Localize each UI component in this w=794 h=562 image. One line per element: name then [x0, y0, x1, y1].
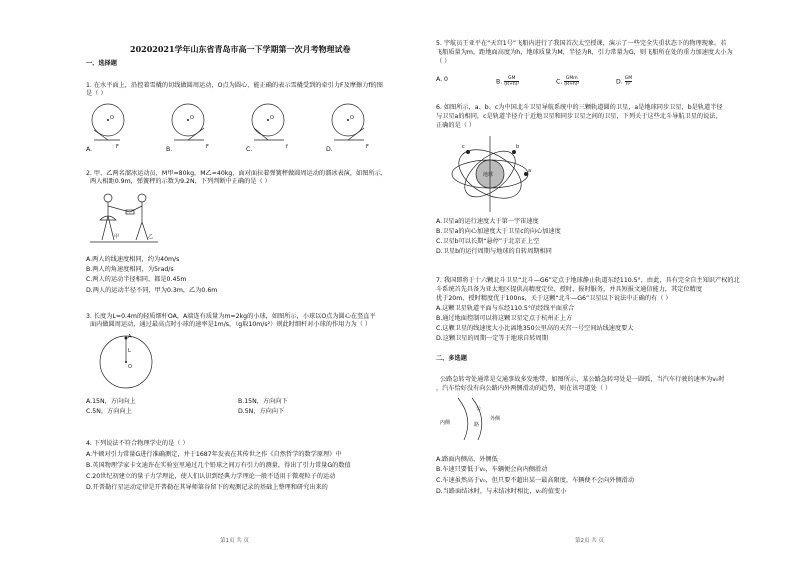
q2-option-a: A.两人的线速度相同，约为40m/s [86, 256, 180, 263]
q3-option-c: C.5N，方向向上 [86, 408, 132, 415]
q3-label-l: L [128, 348, 131, 354]
q6-label-c: c [462, 144, 465, 150]
q4-option-d: D.开普勒行星运动定律是开普勒在其导师第谷留下的观测记录的基础上整理和研究出来的 [86, 484, 328, 491]
q5-stem-3: （ ） [436, 58, 451, 65]
q1-label-f-a: F [116, 144, 119, 150]
q6-option-b: B.卫星a的向心加速度大于卫星c的向心加速度 [436, 228, 561, 235]
q2-label-jia: 甲 [114, 234, 120, 240]
q1-figure-d [332, 104, 364, 140]
q3-option-d: D.5N，方向向下 [238, 408, 285, 415]
q5-stem-2: 飞船质量为m，距地面高度为h，地球质量为M，半径为R，引力常量为G，则飞船所在处的重力加速度大小为 [436, 49, 733, 56]
q7-option-c: C.这颗卫星的线速度大小比离地350公里高的天宫一号空间站线速度要大 [436, 325, 634, 332]
q1-option-d: D. [326, 146, 333, 153]
q8-figure-curve [438, 396, 508, 442]
q1-label-o-b: O [190, 115, 194, 121]
footer-page-left: 第1页 共 页 [220, 538, 249, 544]
q8-stem-2: ，汽车恰好没有向公路内外两侧滑动的趋势，则在该弯道处（ ） [436, 385, 612, 392]
q1-label-o-d: O [350, 115, 354, 121]
q6-figure-orbits [450, 134, 534, 214]
q5-option-c: C. GMm (R+h)² [556, 76, 580, 87]
q3-option-b: B.15N，方向向下 [238, 398, 288, 405]
q3-label-a: A [128, 334, 132, 340]
q2-stem-2: 两人相距0.9m，弹簧秤的示数为9.2N，下列判断中正确的是（ ） [90, 178, 271, 185]
q2-option-c: C.两人的运动半径相同，都是0.45m [86, 276, 187, 283]
section-heading-choice: 一、选择题 [86, 60, 117, 67]
q7-stem: 7. 我国即将于十六颗北斗卫星“北斗—G6”定点于地球静止轨道东经110.5°，由此，具有完全自主知识产权的北 [436, 277, 740, 284]
q6-stem: 6. 如图所示，a、b、c为中国北斗卫星导航系统中的三颗轨道圆的卫星，a是地球同步卫星，b是轨道半径 [436, 104, 723, 111]
q4-option-c: C.20世纪初建立的量子力学理论，使人们认识到经典力学理论一般不适用于微观粒子的运动 [86, 473, 336, 480]
q1-label-o-c: O [270, 115, 274, 121]
q8-option-a: A.路面内侧高、外侧低 [436, 456, 498, 463]
q2-label-yi: 乙 [148, 234, 154, 240]
q1-option-a: A. [86, 146, 93, 153]
q1-stem-2: 是（ ） [86, 90, 107, 97]
q8-label-road-1: 公 [476, 406, 482, 412]
q1-label-f-b: F [206, 144, 209, 150]
q8-stem: 公路急转弯处通常是交通事故多发地带，如图所示，某公路急转弯处是一圆弧，当汽车行驶的速率为v₀时 [440, 376, 725, 383]
q6-label-b: b [516, 144, 520, 150]
q1-option-c: C. [246, 146, 253, 153]
q5-option-a: A. 0 [436, 76, 448, 83]
page-title: 20202021学年山东省青岛市高一下学期第一次月考物理试卷 [130, 44, 351, 54]
q5-stem: 5. 宇航员王亚平在“天宫1号”飞船内进行了我国首次太空授课，演示了一些完全失重状态下的物理现象。若 [436, 40, 727, 47]
q5-option-d: D. $\frac{GM}{\text{h²}}$ [616, 76, 633, 87]
q1-figures [86, 98, 396, 158]
q1-figure-b [172, 104, 204, 140]
q6-option-a: A.卫星a的运行速度大于第一宇宙速度 [436, 218, 539, 225]
q6-option-c: C.卫星b可以长期“悬停”于北京正上空 [436, 238, 540, 245]
q3-label-o: O [128, 364, 132, 370]
q3-option-a: A.15N，方向向上 [86, 398, 136, 405]
q7-option-a: A.这颗卫星轨道平面与东经110.5°的经线平面重合 [436, 305, 575, 312]
q8-option-c: C.车速虽然高于v₀，但只要不超出某一最高限度，车辆便不会向外侧滑动 [436, 477, 635, 484]
q6-stem-3: 正确的是（ ） [436, 122, 476, 129]
q1-figure-a [92, 104, 124, 140]
q2-option-b: B.两人的角速度相同，为5rad/s [86, 266, 174, 273]
q1-figure-c [252, 104, 284, 140]
q8-label-road-2: 路 [474, 422, 480, 428]
q8-label-outer: 外侧 [490, 416, 501, 422]
q5-option-b-fraction: $\frac{GM}{\text{(R+h)²}}$ [504, 76, 520, 87]
footer-page-right: 第2页 共 页 [575, 538, 604, 544]
q2-stem: 2. 甲、乙两名溜冰运动员，M甲=80kg，M乙=40kg，面对面拉着弹簧秤做圆周运动的溜冰表演，如图所示， [86, 170, 387, 177]
q5-option-d-fraction: $\frac{GM}{\text{h²}}$ [624, 76, 633, 87]
q3-stem: 3. 长度为L=0.4m的轻质细杆OA，A端连有质量为m=2kg的小球，如图所示，小球以O点为圆心在竖直平 [86, 313, 376, 320]
q6-option-d: D.卫星b的运行周期与地球的自转周期相同 [436, 248, 552, 255]
q5-option-c-fraction: GMm (R+h)² [564, 76, 580, 87]
q4-option-b: B.英国物理学家卡文迪许在实验室里通过几个铅球之间万有引力的测量，得出了引力常量G的数值 [86, 462, 351, 469]
section-heading-multi: 二、多选题 [436, 355, 467, 362]
q6-label-a: a [528, 168, 532, 174]
q5-option-b: B. $\frac{GM}{\text{(R+h)²}}$ [496, 76, 520, 87]
q7-option-b: B.通过地面控制可以将这颗卫星定点于杭州正上方 [436, 315, 573, 322]
q2-figure-skaters [90, 190, 160, 248]
q7-stem-2: 斗系统首先具备为亚太地区提供高精度定位、授时、报时服务，并具短报文通信能力，其定位精度 [436, 286, 703, 293]
q1-stem: 1. 在水平面上，沿控着雪橇的切线做圆周运动，O点为圆心，能正确的表示雪橇受到的牵引力F及摩擦力f的图 [86, 82, 383, 89]
q4-option-a: A.牛顿对引力常量G进行准确测定，并于1687年发表在其传世之作《自然哲学的数学原理》中 [86, 451, 342, 458]
q6-stem-2: 与卫星a的相同，c是轨道半径介于近地卫星和同步卫星之间的卫星，下列关于这些北斗导航卫星的说法， [436, 113, 722, 120]
q8-option-b: B.车速只要低于v₀，车辆便会向内侧滑动 [436, 466, 548, 473]
q2-option-d: D.两人的运动半径不同，甲为0.3m，乙为0.6m [86, 287, 218, 294]
q6-label-earth: 地球 [483, 172, 494, 178]
q8-option-d: D.当路面结冰时，与未结冰时相比，v₀的值变小 [436, 488, 567, 495]
q1-label-f-c: f [286, 144, 288, 150]
q1-label-o-a: O [110, 115, 114, 121]
q7-option-d: D.这颗卫星的周期一定等于地球自转周期 [436, 335, 548, 342]
q7-stem-3: 优于20m，授时精度优于100ns，关于这颗“北斗—G6”卫星以下说法中正确的有（ ） [436, 295, 672, 302]
q1-label-f-d: F [366, 144, 369, 150]
q4-stem: 4. 下列说法不符合物理学史的是（ ） [86, 440, 189, 447]
q1-option-b: B. [166, 146, 173, 153]
q3-figure-rod [98, 332, 158, 394]
q3-stem-2: 面内做圆周运动，通过最高点时小球的速率是1m/s，（g取10m/s²）则此时细杆对小球的作用力为（ ） [90, 321, 372, 328]
q8-label-inner: 内侧 [440, 420, 451, 426]
